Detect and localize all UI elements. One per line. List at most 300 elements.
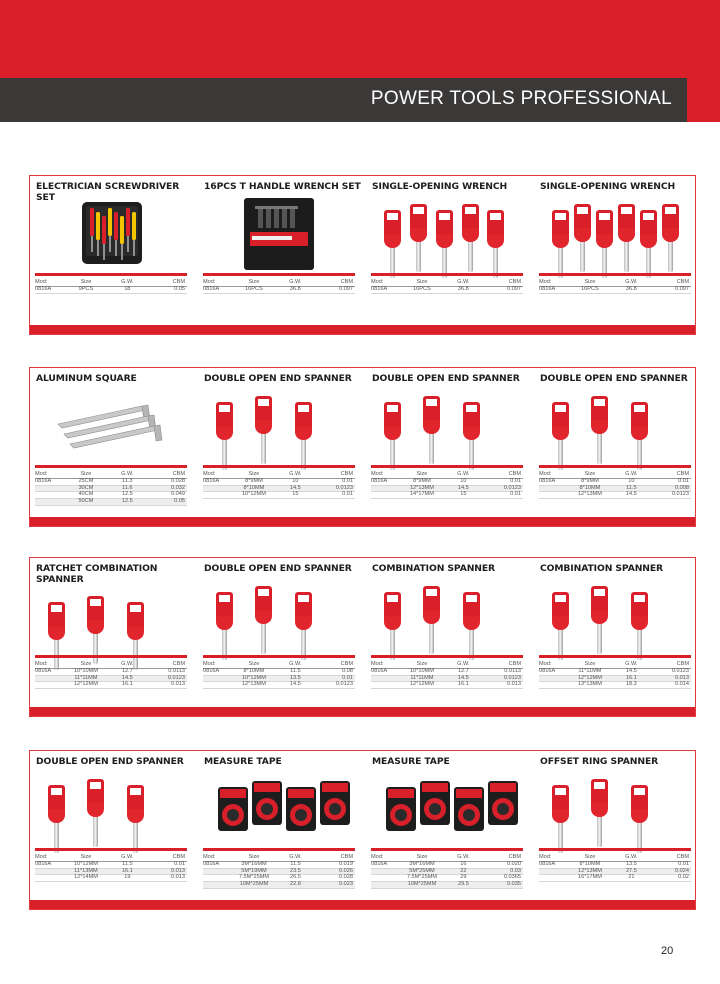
spec-header-cell: Mod: <box>35 855 65 861</box>
spec-size-cell: 7.5M*25MM <box>401 875 444 882</box>
product-image <box>38 769 188 849</box>
product-card <box>366 368 532 518</box>
spec-table <box>203 855 355 889</box>
packaged-tool-image <box>463 402 480 474</box>
packaged-tool-image <box>591 779 608 851</box>
spec-size-cell: 10*12MM <box>233 675 276 682</box>
spec-header-cell: CBM <box>147 662 187 668</box>
spec-header-cell: Mod: <box>203 855 233 861</box>
spec-size-cell: 12*13MM <box>233 682 276 689</box>
spec-mod-cell <box>35 675 65 682</box>
spec-table <box>539 280 691 294</box>
spec-header-cell: CBM <box>315 472 355 478</box>
spec-mod-cell <box>35 492 65 499</box>
spec-mod-cell <box>371 875 401 882</box>
spec-gw-cell: 27.5 <box>611 868 651 875</box>
spec-mod-cell <box>203 868 233 875</box>
spec-header-cell: Mod: <box>35 280 65 286</box>
spec-cbm-cell: 0.035 <box>484 882 523 889</box>
spec-gw-cell: 12.7 <box>443 668 483 675</box>
spec-mod-cell <box>539 682 569 689</box>
spec-table <box>371 280 523 294</box>
spec-mod-cell <box>203 675 233 682</box>
product-title: MEASURE TAPE <box>372 756 450 767</box>
spec-cbm-cell: 0.014 <box>651 682 691 689</box>
spec-header-cell: Mod: <box>371 280 401 286</box>
product-image <box>374 194 524 274</box>
spec-header-cell: G.W. <box>107 472 147 478</box>
spec-size-cell: 8*9MM <box>401 478 444 485</box>
packaged-tool-image <box>552 210 569 282</box>
product-image <box>38 386 188 466</box>
spec-mod-cell <box>539 875 569 882</box>
packaged-tool-image <box>631 785 648 857</box>
table-red-rule <box>203 848 355 851</box>
spec-cbm-cell: 0.028 <box>316 875 355 882</box>
packaged-tool-image <box>384 592 401 664</box>
spec-cbm-cell: 0.01 <box>651 478 691 485</box>
spec-mod-cell: 0816A <box>371 478 401 485</box>
spec-cbm-cell: 0.01 <box>315 478 355 485</box>
spec-size-cell: 14*17MM <box>401 492 444 499</box>
spec-header-cell: Mod: <box>203 472 233 478</box>
packaged-tool-image <box>552 592 569 664</box>
spec-row <box>203 668 355 675</box>
packaged-tool-image <box>463 592 480 664</box>
table-red-rule <box>371 273 523 276</box>
product-title: DOUBLE OPEN END SPANNER <box>372 373 520 384</box>
product-image <box>542 576 692 656</box>
spec-row <box>203 861 355 868</box>
spec-row <box>539 861 691 868</box>
spec-size-cell: 16PCS <box>569 286 611 293</box>
spec-size-cell: 9PCS <box>65 286 107 293</box>
spec-header-cell: Size <box>65 280 107 286</box>
spec-gw-cell: 14.5 <box>443 675 483 682</box>
packaged-tool-image <box>574 204 591 276</box>
section-footer-band <box>30 707 695 716</box>
product-title: DOUBLE OPEN END SPANNER <box>540 373 688 384</box>
spec-header-cell: G.W. <box>107 280 147 286</box>
spec-size-cell: 7.5M*25MM <box>233 875 276 882</box>
spec-header-cell: G.W. <box>107 855 147 861</box>
spec-header-cell: Mod: <box>539 855 569 861</box>
spec-gw-cell: 14.5 <box>275 485 315 492</box>
spec-gw-cell: 26.5 <box>275 875 315 882</box>
product-title: COMBINATION SPANNER <box>372 563 496 574</box>
spec-cbm-cell: 0.097 <box>652 286 692 293</box>
spec-row <box>371 668 523 675</box>
spec-header-cell: Mod: <box>203 280 233 286</box>
spec-header-cell: Size <box>569 662 612 668</box>
spec-header-cell: Size <box>65 662 108 668</box>
spec-mod-cell: 0816A <box>539 861 569 868</box>
spec-cbm-cell: 0.013 <box>483 682 523 689</box>
spec-gw-cell: 29 <box>443 875 483 882</box>
spec-cbm-cell: 0.0113 <box>483 668 523 675</box>
spec-gw-cell: 16.1 <box>611 675 651 682</box>
spec-size-cell: 10*12MM <box>233 492 276 499</box>
spec-size-cell: 12*12MM <box>401 682 444 689</box>
spec-table <box>35 855 187 882</box>
spec-gw-cell: 15 <box>275 492 315 499</box>
spec-gw-cell: 14.5 <box>443 485 483 492</box>
product-card <box>30 368 196 518</box>
spec-size-cell: 11*11MM <box>569 668 612 675</box>
packaged-tool-image <box>295 402 312 474</box>
spec-header-cell: CBM <box>484 280 524 286</box>
spec-mod-cell <box>371 882 401 889</box>
product-title: SINGLE-OPENING WRENCH <box>540 181 676 192</box>
spec-gw-cell: 36.8 <box>275 286 315 293</box>
spec-header-cell: Size <box>569 472 612 478</box>
spec-mod-cell <box>203 875 233 882</box>
spec-gw-cell: 16.1 <box>107 868 147 875</box>
spec-mod-cell: 0816A <box>539 478 569 485</box>
spec-size-cell: 10*10MM <box>65 668 108 675</box>
spec-table <box>203 280 355 294</box>
spec-table <box>203 472 355 499</box>
spec-cbm-cell: 0.008 <box>651 485 691 492</box>
spec-row <box>203 485 355 492</box>
section-footer-band <box>30 517 695 526</box>
spec-table <box>539 472 691 499</box>
spec-cbm-cell: 0.05 <box>147 499 187 506</box>
spec-header-cell: Mod: <box>35 662 65 668</box>
spec-row <box>371 675 523 682</box>
table-red-rule <box>35 848 187 851</box>
spec-mod-cell <box>35 485 65 492</box>
table-red-rule <box>539 465 691 468</box>
spec-row <box>35 675 187 682</box>
product-image <box>374 386 524 466</box>
spec-size-cell: 10M*25MM <box>233 882 276 889</box>
spec-cbm-cell: 0.01 <box>483 478 523 485</box>
table-red-rule <box>203 273 355 276</box>
product-card <box>534 558 700 708</box>
spec-cbm-cell: 0.0365 <box>484 875 523 882</box>
spec-gw-cell: 36.8 <box>611 286 651 293</box>
spec-mod-cell: 0816A <box>539 668 569 675</box>
spec-mod-cell: 0816A <box>35 668 65 675</box>
spec-gw-cell: 13.5 <box>275 675 315 682</box>
product-image <box>542 194 692 274</box>
packaged-tool-image <box>640 210 657 282</box>
spec-table <box>539 662 691 689</box>
product-image <box>206 194 356 274</box>
spec-gw-cell: 16 <box>443 861 483 868</box>
spec-cbm-cell: 0.013 <box>148 875 187 882</box>
spec-row <box>539 875 691 882</box>
spec-header-cell: CBM <box>651 472 691 478</box>
spec-row <box>203 675 355 682</box>
spec-mod-cell: 0816A <box>203 478 233 485</box>
spec-header-cell: Size <box>401 855 444 861</box>
spec-size-cell: 8*9MM <box>569 478 612 485</box>
spec-gw-cell: 11.5 <box>107 861 147 868</box>
spec-size-cell: 12*13MM <box>401 485 444 492</box>
spec-header-cell: Mod: <box>539 662 569 668</box>
table-red-rule <box>35 465 187 468</box>
spec-size-cell: 50CM <box>65 499 107 506</box>
spec-gw-cell: 29.5 <box>443 882 483 889</box>
spec-size-cell: 12*13MM <box>569 868 612 875</box>
spec-row <box>371 286 523 293</box>
spec-header-cell: CBM <box>652 280 692 286</box>
spec-row <box>371 492 523 499</box>
table-red-rule <box>371 655 523 658</box>
packaged-tool-image <box>384 402 401 474</box>
spec-row <box>203 682 355 689</box>
spec-gw-cell: 21 <box>611 875 651 882</box>
spec-mod-cell <box>371 492 401 499</box>
product-card <box>534 751 700 901</box>
spec-row <box>203 492 355 499</box>
page-title: POWER TOOLS PROFESSIONAL <box>370 88 672 109</box>
spec-gw-cell: 11.5 <box>275 861 315 868</box>
spec-cbm-cell: 0.05 <box>148 286 187 293</box>
spec-cbm-cell: 0.01 <box>483 492 523 499</box>
spec-header-cell: CBM <box>147 472 187 478</box>
spec-mod-cell <box>371 682 401 689</box>
product-card <box>30 751 196 901</box>
product-card <box>366 751 532 901</box>
spec-size-cell: 40CM <box>65 492 107 499</box>
spec-header-cell: CBM <box>483 662 523 668</box>
spec-size-cell: 12*12MM <box>569 675 612 682</box>
spec-cbm-cell: 0.0123 <box>483 675 523 682</box>
spec-table <box>371 472 523 499</box>
spec-cbm-cell: 0.032 <box>147 485 187 492</box>
product-section <box>29 367 696 527</box>
packaged-tool-image <box>591 396 608 468</box>
spec-row <box>35 875 187 882</box>
product-title: DOUBLE OPEN END SPANNER <box>204 563 352 574</box>
spec-cbm-cell: 0.097 <box>484 286 524 293</box>
spec-gw-cell: 12.5 <box>107 492 147 499</box>
packaged-tool-image <box>436 210 453 282</box>
spec-cbm-cell: 0.0123 <box>651 492 691 499</box>
spec-mod-cell: 0816A <box>203 861 233 868</box>
spec-header-cell: G.W. <box>107 662 147 668</box>
spec-row <box>371 485 523 492</box>
section-footer-band <box>30 325 695 334</box>
spec-cbm-cell: 0.0123 <box>315 682 355 689</box>
table-red-rule <box>203 465 355 468</box>
spec-cbm-cell: 0.0113 <box>147 668 187 675</box>
title-band <box>0 78 720 122</box>
spec-mod-cell <box>203 682 233 689</box>
spec-header-cell: Mod: <box>371 662 401 668</box>
spec-header-cell: G.W. <box>443 472 483 478</box>
spec-header-cell: Size <box>65 472 107 478</box>
spec-header-cell: Size <box>233 280 275 286</box>
spec-header-cell: G.W. <box>275 280 315 286</box>
spec-cbm-cell: 0.097 <box>316 286 356 293</box>
spec-cbm-cell: 0.01 <box>315 675 355 682</box>
product-title: 16PCS T HANDLE WRENCH SET <box>204 181 361 192</box>
spec-header-cell: Size <box>569 280 611 286</box>
spec-cbm-cell: 0.023 <box>316 882 355 889</box>
spec-header-cell: CBM <box>652 855 691 861</box>
spec-gw-cell: 19 <box>107 875 147 882</box>
spec-gw-cell: 11.5 <box>611 485 651 492</box>
spec-header-cell: G.W. <box>275 855 315 861</box>
spec-header-cell: Size <box>65 855 108 861</box>
packaged-tool-image <box>410 204 427 276</box>
spec-mod-cell <box>203 882 233 889</box>
spec-cbm-cell: 0.020 <box>484 861 523 868</box>
section-footer-band <box>30 900 695 909</box>
table-red-rule <box>35 655 187 658</box>
packaged-tool-image <box>423 396 440 468</box>
spec-cbm-cell: 0.01 <box>652 861 691 868</box>
spec-header-cell: Size <box>569 855 612 861</box>
spec-cbm-cell: 0.0123 <box>147 675 187 682</box>
spec-size-cell: 16PCS <box>233 286 275 293</box>
product-section <box>29 175 696 335</box>
spec-size-cell: 8*10MM <box>233 485 276 492</box>
spec-header-cell: Mod: <box>539 472 569 478</box>
packaged-tool-image <box>216 592 233 664</box>
product-card <box>366 558 532 708</box>
spec-row <box>539 682 691 689</box>
spec-gw-cell: 18.3 <box>611 682 651 689</box>
packaged-tool-image <box>596 210 613 282</box>
spec-gw-cell: 12.5 <box>107 499 147 506</box>
product-title: ALUMINUM SQUARE <box>36 373 137 384</box>
spec-cbm-cell: 0.026 <box>316 868 355 875</box>
packaged-tool-image <box>255 586 272 658</box>
product-image <box>374 769 524 849</box>
spec-row <box>35 682 187 689</box>
spec-gw-cell: 15 <box>443 492 483 499</box>
spec-cbm-cell: 0.013 <box>651 675 691 682</box>
spec-mod-cell <box>203 492 233 499</box>
spec-header-cell: CBM <box>316 855 355 861</box>
spec-gw-cell: 36.8 <box>443 286 483 293</box>
spec-table <box>539 855 691 882</box>
spec-table <box>371 855 523 889</box>
spec-table <box>35 280 187 294</box>
packaged-tool-image <box>552 785 569 857</box>
spec-header-cell: G.W. <box>611 472 651 478</box>
product-image <box>374 576 524 656</box>
spec-cbm-cell: 0.01 <box>148 861 187 868</box>
spec-mod-cell: 0816A <box>371 861 401 868</box>
product-section <box>29 557 696 717</box>
spec-gw-cell: 10 <box>611 478 651 485</box>
spec-header-cell: Mod: <box>539 280 569 286</box>
spec-size-cell: 8*10MM <box>569 485 612 492</box>
spec-header-cell: CBM <box>651 662 691 668</box>
spec-size-cell: 5M*19MM <box>233 868 276 875</box>
spec-gw-cell: 23.5 <box>275 868 315 875</box>
product-title: OFFSET RING SPANNER <box>540 756 659 767</box>
spec-header-cell: Size <box>233 662 276 668</box>
spec-gw-cell: 11.3 <box>107 478 147 485</box>
table-red-rule <box>371 465 523 468</box>
product-card <box>30 558 196 708</box>
packaged-tool-image <box>48 785 65 857</box>
product-title: SINGLE-OPENING WRENCH <box>372 181 508 192</box>
product-title: DOUBLE OPEN END SPANNER <box>36 756 184 767</box>
product-title: ELECTRICIAN SCREWDRIVER SET <box>36 181 180 203</box>
spec-row <box>35 861 187 868</box>
product-card <box>30 176 196 326</box>
spec-size-cell: 13*13MM <box>569 682 612 689</box>
spec-row <box>35 492 187 499</box>
spec-header-cell: CBM <box>484 855 523 861</box>
product-image <box>542 769 692 849</box>
packaged-tool-image <box>216 402 233 474</box>
spec-mod-cell <box>539 485 569 492</box>
spec-gw-cell: 22.8 <box>275 882 315 889</box>
product-card <box>198 558 364 708</box>
spec-size-cell: 12*12MM <box>65 682 108 689</box>
spec-header-cell: Size <box>401 472 444 478</box>
product-card <box>534 368 700 518</box>
packaged-tool-image <box>631 402 648 474</box>
spec-gw-cell: 14.5 <box>275 682 315 689</box>
spec-table <box>35 662 187 689</box>
spec-size-cell: 5M*25MM <box>401 868 444 875</box>
spec-row <box>371 682 523 689</box>
spec-cbm-cell: 0.08 <box>315 668 355 675</box>
spec-mod-cell <box>539 868 569 875</box>
spec-size-cell: 8*10MM <box>233 668 276 675</box>
product-image <box>38 194 188 274</box>
spec-header-cell: CBM <box>316 280 356 286</box>
spec-gw-cell: 22 <box>443 868 483 875</box>
spec-row <box>539 286 691 293</box>
spec-row <box>35 499 187 506</box>
spec-size-cell: 10*10MM <box>401 668 444 675</box>
packaged-tool-image <box>662 204 679 276</box>
spec-size-cell: 3M*16MM <box>233 861 276 868</box>
table-red-rule <box>371 848 523 851</box>
product-image <box>206 386 356 466</box>
spec-gw-cell: 11.5 <box>275 668 315 675</box>
packaged-tool-image <box>591 586 608 658</box>
product-image <box>206 576 356 656</box>
spec-table <box>203 662 355 689</box>
spec-header-cell: G.W. <box>443 855 483 861</box>
spec-row <box>539 675 691 682</box>
spec-row <box>539 492 691 499</box>
spec-row <box>203 286 355 293</box>
spec-gw-cell: 10 <box>443 478 483 485</box>
product-image <box>38 586 188 666</box>
spec-cbm-cell: 0.013 <box>148 868 187 875</box>
spec-size-cell: 11*11MM <box>401 675 444 682</box>
spec-gw-cell: 11.6 <box>107 485 147 492</box>
spec-header-cell: G.W. <box>611 280 651 286</box>
spec-cbm-cell: 0.0123 <box>483 485 523 492</box>
spec-mod-cell <box>35 682 65 689</box>
page-number: 20 <box>661 945 674 957</box>
spec-mod-cell: 0816A <box>203 668 233 675</box>
spec-cbm-cell: 0.0123 <box>315 485 355 492</box>
spec-row <box>371 868 523 875</box>
product-card <box>534 176 700 326</box>
spec-size-cell: 25CM <box>65 478 107 485</box>
spec-header-cell: G.W. <box>275 472 315 478</box>
product-title: MEASURE TAPE <box>204 756 282 767</box>
spec-mod-cell <box>35 499 65 506</box>
spec-mod-cell <box>35 875 65 882</box>
spec-gw-cell: 14.5 <box>611 492 651 499</box>
